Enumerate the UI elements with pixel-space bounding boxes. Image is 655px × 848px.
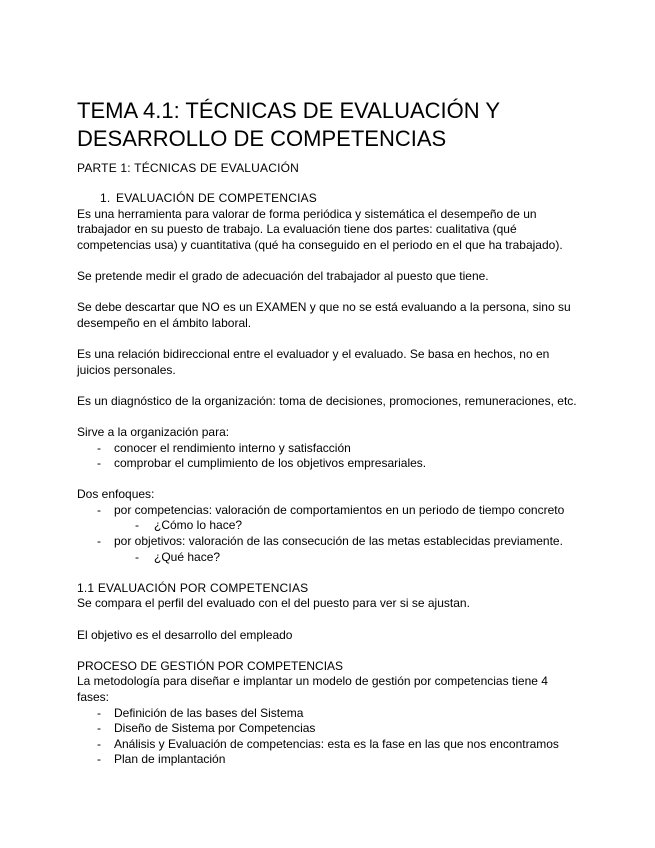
process-heading: PROCESO DE GESTIÓN POR COMPETENCIAS: [77, 658, 344, 673]
section-1-paragraph: Es un diagnóstico de la organización: toma de decisiones, promociones, remuneraciones, etc.: [77, 393, 577, 408]
list-item: - por objetivos: valoración de las consecución de las metas establecidas previamente.: [97, 534, 563, 549]
section-1-paragraph: Es una herramienta para valorar de forma periódica y sistemática el desempeño de un trabajador en su puesto de trabajo. La evaluación tiene dos partes: cualitativa (qué competencias usa) y cuantitativa (qué ha conseguido en el periodo en el que ha trabajado).: [77, 206, 563, 252]
part-heading: PARTE 1: TÉCNICAS DE EVALUACIÓN: [77, 161, 300, 175]
bullet-dash: -: [135, 549, 139, 564]
section-1-paragraph: Es una relación bidireccional entre el evaluador y el evaluado. Se basa en hechos, no en juicios personales.: [77, 346, 550, 377]
section-1-number: 1.: [100, 191, 111, 205]
approaches-intro: Dos enfoques:: [77, 487, 155, 502]
serves-intro: Sirve a la organización para:: [77, 424, 230, 439]
section-1-1-paragraph: El objetivo es el desarrollo del empleado: [77, 627, 293, 642]
section-1-title: EVALUACIÓN DE COMPETENCIAS: [116, 191, 318, 205]
bullet-dash: -: [97, 721, 101, 736]
list-item: - conocer el rendimiento interno y satisfacción: [97, 440, 351, 455]
document-body: [77, 191, 577, 768]
bullet-dash: -: [97, 752, 101, 767]
bullet-dash: -: [97, 534, 101, 549]
list-item: - Diseño de Sistema por Competencias: [97, 721, 316, 736]
list-item: - Definición de las bases del Sistema: [97, 705, 304, 720]
list-item: - por competencias: valoración de comportamientos en un periodo de tiempo concreto: [97, 502, 565, 517]
bullet-dash: -: [97, 502, 101, 517]
list-item: - comprobar el cumplimiento de los objetivos empresariales.: [97, 456, 427, 471]
section-1-heading: [77, 191, 577, 207]
bullet-dash: -: [97, 705, 101, 720]
process-intro: La metodología para diseñar e implantar un modelo de gestión por competencias tiene 4 fases:: [77, 674, 548, 704]
section-1-1-heading: 1.1 EVALUACIÓN POR COMPETENCIAS: [77, 580, 309, 595]
section-1-1-paragraph: Se compara el perfil del evaluado con el del puesto para ver si se ajustan.: [77, 596, 470, 611]
bullet-dash: -: [97, 736, 101, 751]
bullet-dash: -: [97, 456, 101, 471]
list-item: - Plan de implantación: [97, 752, 226, 767]
section-1-paragraph: Se debe descartar que NO es un EXAMEN y que no se está evaluando a la persona, sino su desempeño en el ámbito laboral.: [77, 300, 571, 330]
sub-list-item: - ¿Cómo lo hace?: [135, 518, 243, 533]
sub-list-item: - ¿Qué hace?: [135, 549, 221, 564]
bullet-dash: -: [135, 518, 139, 533]
section-1-paragraph: Se pretende medir el grado de adecuación del trabajador al puesto que tiene.: [77, 268, 489, 283]
page-title: TEMA 4.1: TÉCNICAS DE EVALUACIÓN Y DESARROLLO DE COMPETENCIAS: [77, 98, 500, 151]
bullet-dash: -: [97, 440, 101, 455]
list-item: - Análisis y Evaluación de competencias: esta es la fase en las que nos encontramos: [97, 736, 559, 751]
